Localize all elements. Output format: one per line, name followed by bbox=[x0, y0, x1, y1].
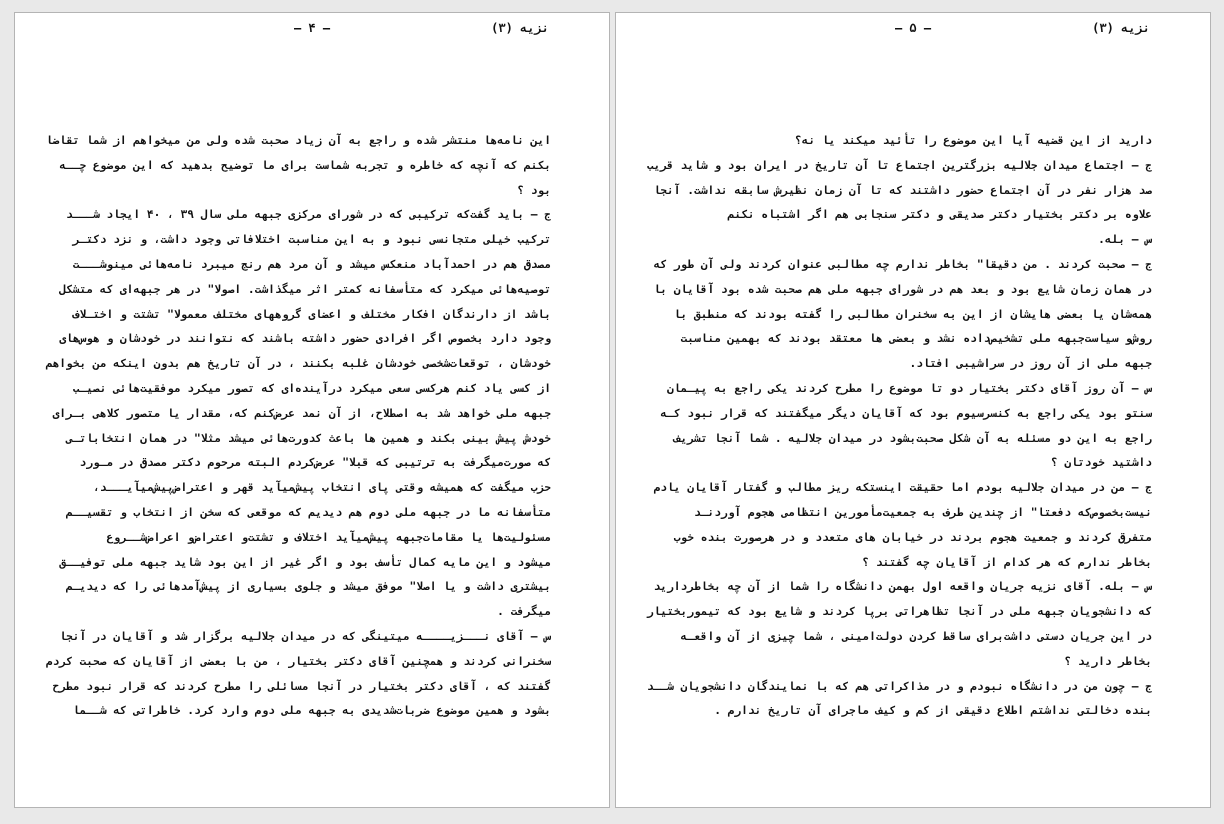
header-name: نزیه (۳) bbox=[1092, 21, 1150, 35]
text-line: از کسی یاد کنم هرکسی سعی میکرد درآینده‌ای که تصور میکرد موفقیت‌هائی نصیـب bbox=[72, 381, 551, 395]
text-line: بشود و همین موضوع ضربات‌شدیدی به جبهه ملی دوم وارد کرد. خاطراتی که شــما bbox=[72, 704, 551, 718]
text-line: بنده دخالتی نداشتم اطلاع دقیقی از کم و کیف ماجرای آن تاریخ ندارم . bbox=[714, 704, 1152, 718]
text-line: که صورت‌میگرفت به ترتیبی که قبلا" عرض‌کردم البته مرحوم دکتر مصدق در مـورد bbox=[79, 456, 551, 470]
text-line: مصدق هم در احمدآباد منعکس میشد و آن مرد هم رنج میبرد نامه‌هائی مینوشـــت bbox=[72, 257, 551, 271]
text-line: ترکیب خیلی متجانسی نبود و به این مناسبت اختلافاتی وجود داشت، و نزد دکتـر bbox=[72, 233, 551, 247]
text-line: این نامه‌ها منتشر شده و راجع به آن زیاد صحبت شده ولی من میخواهم از شما تقاضا bbox=[45, 134, 551, 147]
text-line: بخاطر دارید ؟ bbox=[1064, 654, 1152, 668]
text-line: بود ؟ bbox=[517, 183, 551, 197]
text-line: ج – اجتماع میدان جلالیه بزرگترین اجتماع تا آن تاریخ در ایران بود و شاید قریب bbox=[646, 158, 1152, 172]
text-line: خودش پیش بینی بکند و همین ها باعث کدورت‌هائی میشد مثلا" در همان انتخاباتـی bbox=[66, 431, 551, 445]
text-line: راجع به این دو مسئله به آن شکل صحبت‌بشود در میدان جلالیه . شما آنجا تشریف bbox=[673, 431, 1152, 445]
text-line: س – آقای نـــزیــــه میتینگی که در میدان جلالیه برگزار شد و آقایان در آنجا bbox=[59, 629, 551, 643]
text-line: میگرفت . bbox=[497, 605, 551, 619]
text-line: ج – چون من در دانشگاه نبودم و در مذاکراتی هم که با نمایندگان دانشجویان شــد bbox=[646, 679, 1152, 693]
page-body bbox=[45, 129, 551, 724]
text-line: همه‌شان یا بعضی هایشان از این به سخنران مطالبی را گفته بودند که منطبق با bbox=[673, 307, 1152, 321]
text-line: س – بله. آقای نزیه جریان واقعه اول بهمن دانشگاه را شما از آن چه بخاطردارید bbox=[653, 580, 1152, 594]
text-line: بکنم که آنچه که خاطره و تجربه شماست برای ما توضیح بدهید که این موضوع چــه bbox=[59, 158, 551, 172]
page-header bbox=[616, 21, 1210, 41]
text-line: در همان زمان شایع بود و بعد هم در شورای جبهه ملی هم صحبت شده بود آقایان با bbox=[653, 282, 1152, 296]
text-line: میشود و این مایه کمال تأسف بود و اگر غیر از این بود شاید جبهه ملی توفیــق bbox=[59, 555, 551, 569]
text-line: علاوه بر دکتر بختیار دکتر صدیقی و دکتر سنجابی هم اگر اشتباه نکنم bbox=[727, 208, 1152, 222]
page-number: – ۴ – bbox=[293, 21, 331, 35]
text-line: گفتند که ، آقای دکتر بختیار در آنجا مسائلی را مطرح کردند که قرار نبود مطرح bbox=[52, 679, 551, 693]
page-header bbox=[15, 21, 609, 41]
text-line: خودشان ، توقعات‌شخصی خودشان غلبه بکنند ، در آن تاریخ هم بدون اینکه من بخواهم bbox=[45, 357, 551, 371]
text-line: روش‌و سیاست‌جبهه ملی تشخیص‌داده نشد و بعضی ها معتقد بودند که بهمین مناسبت bbox=[680, 332, 1152, 346]
text-line: حزب میگفت که همیشه وقتی پای انتخاب پیش‌میآید قهر و اعتراض‌پیش‌میآیـــد، bbox=[92, 481, 551, 495]
text-line: ج – صحبت کردند . من دقیقا" بخاطر ندارم چه مطالبی عنوان کردند ولی آن طور که bbox=[653, 257, 1152, 271]
text-line: وجود دارد بخصوص اگر افرادی حضور داشته باشند که نتوانند در خودشان و هوس‌های bbox=[59, 332, 551, 346]
document-page-4 bbox=[14, 12, 610, 808]
page-body bbox=[646, 129, 1152, 724]
text-line: دارید از این قضیه آیا این موضوع را تأئید میکند یا نه؟ bbox=[795, 134, 1152, 147]
text-line: توصیه‌هائی میکرد که متأسفانه کمتر اثر میگذاشت. اصولا" در هر جبهه‌ای که متشکل bbox=[59, 282, 551, 296]
page-number: – ۵ – bbox=[894, 21, 932, 35]
document-page-5 bbox=[615, 12, 1211, 808]
header-name: نزیه (۳) bbox=[491, 21, 549, 35]
text-line: س – آن روز آقای دکتر بختیار دو تا موضوع را مطرح کردند یکی راجع به پیـمان bbox=[667, 381, 1152, 395]
text-line: س – بله. bbox=[1098, 233, 1152, 247]
text-line: سنتو بود یکی راجع به کنسرسیوم بود که آقایان دیگر میگفتند که قرار نبود کـه bbox=[660, 406, 1152, 420]
text-line: صد هزار نفر در آن اجتماع حضور داشتند که تا آن زمان نظیرش سابقه نداشت. آنجا bbox=[653, 183, 1152, 197]
text-line: مسئولیت‌ها یا مقامات‌جبهه پیش‌میآید اختلاف و تشتت‌و اعتراض‌و اعراض‌شــروع bbox=[106, 530, 551, 544]
text-line: متأسفانه ما در جبهه ملی دوم هم دیدیم که موقعی که سخن از انتخاب و تقسیــم bbox=[66, 505, 551, 519]
text-line: جبهه ملی از آن روز در سراشیبی افتاد. bbox=[909, 357, 1152, 371]
text-line: ج – باید گفت‌که ترکیبی که در شورای مرکزی جبهه ملی سال ۳۹ ، ۴۰ ایجاد شـــد bbox=[66, 208, 551, 222]
text-line: در این جریان دستی داشت‌برای ساقط کردن دولت‌امینی ، شما چیزی از آن واقعـه bbox=[680, 629, 1152, 643]
text-line: جبهه ملی خواهد شد به اصطلاح، از آن نمد عرض‌کنم که، مقدار یا متصور کلاهی بـرای bbox=[52, 406, 551, 420]
text-line: بخاطر ندارم که هر کدام از آقایان چه گفتند ؟ bbox=[862, 555, 1152, 569]
text-line: ج – من در میدان جلالیه بودم اما حقیقت اینستکه ریز مطالب و گفتار آقایان یادم bbox=[653, 481, 1152, 495]
text-line: که دانشجویان جبهه ملی در آنجا تظاهراتی برپا کردند و شایع بود که تیموربختیار bbox=[646, 605, 1152, 619]
text-line: بیشتری داشت و یا اصلا" موفق میشد و جلوی بسیاری از پیش‌آمدهائی را که دیدیـم bbox=[66, 580, 551, 594]
text-line: باشد از دارندگان افکار مختلف و اعضای گروههای مختلف معمولا" تشتت و اختـلاف bbox=[72, 307, 551, 321]
text-line: سخنرانی کردند و همچنین آقای دکتر بختیار ، من با بعضی از آقایان که صحبت کردم bbox=[45, 654, 551, 668]
text-line: داشتید خودتان ؟ bbox=[1050, 456, 1152, 470]
text-line: متفرق کردند و جمعیت هجوم بردند در خیابان های متعدد و در هرصورت بنده خوب bbox=[673, 530, 1152, 544]
text-line: نیست‌بخصوص‌که دفعتا" از چندین طرف به جمعیت‌مأمورین انتظامی هجوم آوردنـد bbox=[693, 505, 1152, 519]
